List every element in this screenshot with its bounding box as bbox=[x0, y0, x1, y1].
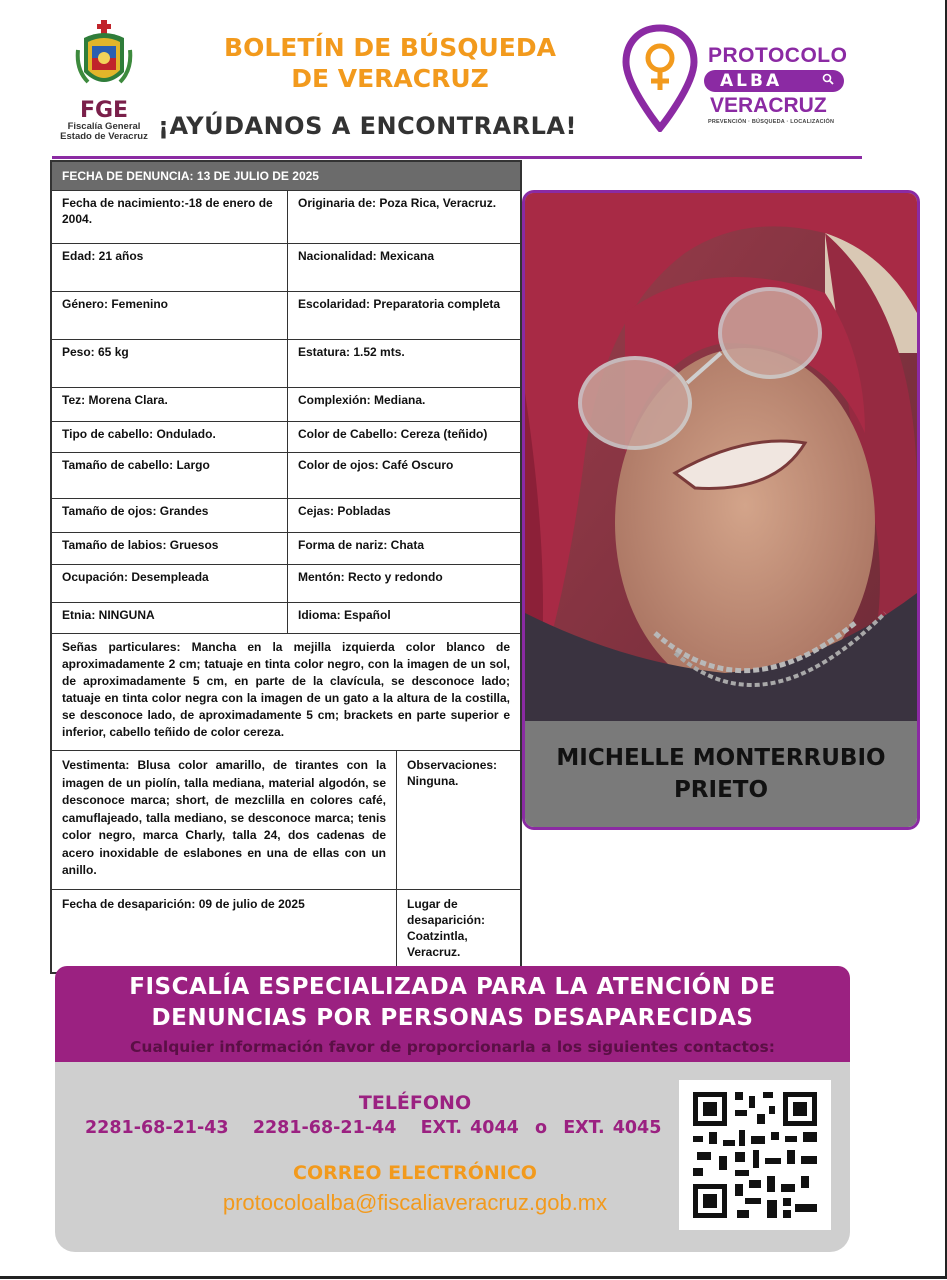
ethnicity: Etnia: NINGUNA bbox=[52, 603, 288, 633]
weight: Peso: 65 kg bbox=[52, 340, 288, 387]
agency-banner bbox=[55, 966, 850, 1062]
protocol-tagline: PREVENCIÓN · BÚSQUEDA · LOCALIZACIÓN bbox=[708, 119, 835, 125]
complexion-tone: Tez: Morena Clara. bbox=[52, 388, 288, 421]
alba-text: ALBA bbox=[720, 71, 783, 91]
person-name-line2: PRIETO bbox=[673, 777, 769, 803]
agency-title bbox=[55, 966, 850, 1034]
person-name-box bbox=[525, 721, 917, 827]
contact-instruction: Cualquier información favor de proporcionarla a los siguientes contactos: bbox=[130, 1038, 775, 1056]
education: Escolaridad: Preparatoria completa bbox=[298, 297, 501, 311]
alba-badge bbox=[704, 70, 844, 92]
hair-type: Tipo de cabello: Ondulado. bbox=[52, 422, 288, 452]
bulletin-title bbox=[190, 32, 590, 94]
bulletin-title-line1: BOLETÍN DE BÚSQUEDA bbox=[224, 33, 556, 62]
email-address[interactable]: protocoloalba@fiscaliaveracruz.gob.mx bbox=[222, 1190, 608, 1215]
protocolo-text: PROTOCOLO bbox=[708, 44, 848, 67]
report-date-row bbox=[52, 162, 520, 190]
bulletin-title-line2: DE VERACRUZ bbox=[291, 64, 489, 93]
help-subtitle: ¡AYÚDANOS A ENCONTRARLA! bbox=[158, 112, 577, 140]
gender: Género: Femenino bbox=[52, 292, 288, 339]
language: Idioma: Español bbox=[298, 608, 391, 622]
eye-color: Color de ojos: Café Oscuro bbox=[298, 458, 454, 472]
phone-numbers[interactable]: 2281-68-21-43 2281-68-21-44 EXT. 4044 o EXT. 4045 bbox=[85, 1118, 662, 1138]
age: Edad: 21 años bbox=[52, 244, 288, 291]
eye-size: Tamaño de ojos: Grandes bbox=[52, 499, 288, 532]
fge-abbreviation: FGE bbox=[79, 98, 129, 123]
phone-label: TELÉFONO bbox=[358, 1092, 472, 1114]
veracruz-seal-icon bbox=[74, 20, 134, 96]
birth-date: Fecha de nacimiento:-18 de enero de 2004. bbox=[52, 191, 288, 243]
location-pin-female-icon bbox=[622, 24, 698, 132]
qr-code-icon[interactable] bbox=[679, 1080, 831, 1230]
protocolo-alba-logo bbox=[622, 24, 862, 134]
height: Estatura: 1.52 mts. bbox=[298, 345, 405, 359]
fge-logo bbox=[56, 20, 152, 142]
agency-title-line1: FISCALÍA ESPECIALIZADA PARA LA ATENCIÓN DE bbox=[129, 974, 776, 1000]
report-date-value: 13 DE JULIO DE 2025 bbox=[196, 169, 319, 183]
hair-length: Tamaño de cabello: Largo bbox=[52, 453, 288, 498]
agency-title-line2: DENUNCIAS POR PERSONAS DESAPARECIDAS bbox=[151, 1005, 754, 1031]
origin: Originaria de: Poza Rica, Veracruz. bbox=[298, 196, 497, 210]
magnifier-icon bbox=[822, 73, 834, 85]
veracruz-text: VERACRUZ bbox=[710, 94, 827, 117]
person-name-line1: MICHELLE MONTERRUBIO bbox=[556, 745, 886, 771]
email-label: CORREO ELECTRÓNICO bbox=[293, 1162, 537, 1184]
nose-shape: Forma de nariz: Chata bbox=[298, 538, 425, 552]
fge-name-line1: Fiscalía General bbox=[67, 121, 141, 132]
clothing-description: Vestimenta: Blusa color amarillo, de tirantes con la imagen de un piolín, talla mediana, material algodón, se desconoce marca; short, de mezclilla en colores café, camuflajeado, talla mediano, se desconoce marca; tenis color negro, marca Charly, talla 24, dos cadenas de acero inoxidable de eslabones en una de ellas con un anillo. bbox=[52, 751, 397, 889]
person-data-table bbox=[50, 160, 522, 974]
occupation: Ocupación: Desempleada bbox=[52, 565, 288, 602]
header-divider bbox=[52, 156, 862, 159]
eyebrows: Cejas: Pobladas bbox=[298, 504, 391, 518]
nationality: Nacionalidad: Mexicana bbox=[298, 249, 435, 263]
distinguishing-marks: Señas particulares: Mancha en la mejilla izquierda color blanco de aproximadamente 2 cm; tatuaje en tinta color negro, con la imagen de un sol, de aproximadamente 5 cm, en parte de la clavícula, se desconoce lado; tatuaje en tinta color negra con la imagen de un gato a la altura de la costilla, se desconoce lado, de aproximadamente 5 cm; brackets en parte superior e inferior, cabello teñido de color cereza. bbox=[62, 640, 510, 739]
person-photo-card bbox=[522, 190, 920, 830]
fge-name-line2: Estado de Veracruz bbox=[60, 131, 148, 142]
chin: Mentón: Recto y redondo bbox=[298, 570, 443, 584]
person-photo bbox=[525, 193, 917, 721]
hair-color: Color de Cabello: Cereza (teñido) bbox=[298, 427, 488, 441]
observations: Observaciones: Ninguna. bbox=[407, 758, 498, 788]
build: Complexión: Mediana. bbox=[298, 393, 426, 407]
report-date-label: FECHA DE DENUNCIA: bbox=[62, 169, 194, 183]
disappearance-place: Lugar de desaparición: Coatzintla, Veracruz. bbox=[407, 897, 486, 959]
contact-panel bbox=[55, 1062, 850, 1252]
lip-size: Tamaño de labios: Gruesos bbox=[52, 533, 288, 564]
disappearance-date: Fecha de desaparición: 09 de julio de 2025 bbox=[52, 890, 397, 972]
